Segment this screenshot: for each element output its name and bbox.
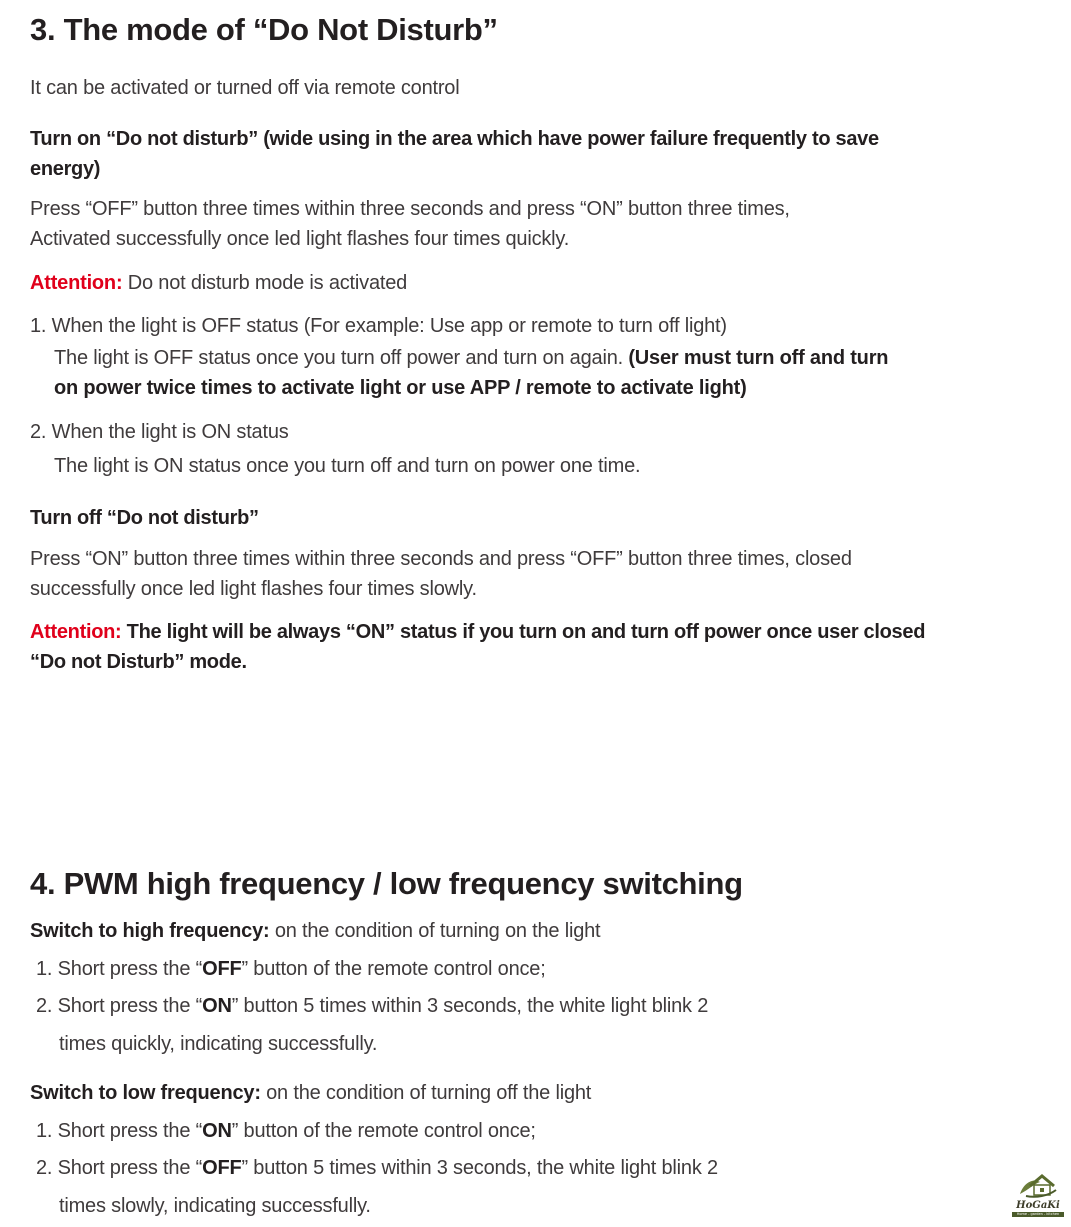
step-text: ” button 5 times within 3 seconds, the white light blink 2 <box>241 1157 718 1179</box>
button-key: ON <box>202 1120 232 1142</box>
turn-off-heading: Turn off “Do not disturb” <box>30 507 259 529</box>
button-key: ON <box>202 995 232 1017</box>
high-frequency-condition: on the condition of turning on the light <box>269 920 601 942</box>
section-3-intro: It can be activated or turned off via remote control <box>30 77 460 99</box>
button-key: OFF <box>202 958 242 980</box>
turn-off-attention-line2: “Do not Disturb” mode. <box>30 651 247 673</box>
status-item-1-line2 <box>54 347 888 370</box>
turn-on-heading-line2: energy) <box>30 158 101 180</box>
logo-tagline: Home - garden - kitchen <box>1016 1212 1060 1216</box>
turn-on-instruction-line2: Activated successfully once led light flashes four times quickly. <box>30 228 570 250</box>
status-item-2-line2: The light is ON status once you turn off and turn on power one time. <box>54 455 641 477</box>
status-item-1-bold: (User must turn off and turn <box>628 347 889 369</box>
turn-on-instruction-line1: Press “OFF” button three times within three seconds and press “ON” button three times, <box>30 198 790 220</box>
turn-off-instruction-line2: successfully once led light flashes four times slowly. <box>30 578 477 600</box>
step-text: 1. Short press the “ <box>36 1120 203 1142</box>
low-step-2-cont: times slowly, indicating successfully. <box>59 1195 371 1217</box>
high-frequency-label: Switch to high frequency: <box>30 920 270 942</box>
turn-off-instruction-line1: Press “ON” button three times within three seconds and press “OFF” button three times, closed <box>30 548 852 570</box>
step-text: ” button 5 times within 3 seconds, the white light blink 2 <box>231 995 709 1017</box>
low-step-1 <box>36 1120 536 1143</box>
house-leaf-icon <box>1010 1168 1066 1200</box>
button-key: OFF <box>202 1157 242 1179</box>
section-3-title: 3. The mode of “Do Not Disturb” <box>30 12 498 47</box>
turn-on-heading-line1: Turn on “Do not disturb” (wide using in the area which have power failure frequently to save <box>30 128 879 150</box>
step-text: 1. Short press the “ <box>36 958 203 980</box>
high-frequency-line <box>30 920 600 943</box>
step-text: 2. Short press the “ <box>36 995 203 1017</box>
status-item-1-line3: on power twice times to activate light or use APP / remote to activate light) <box>54 377 747 399</box>
high-step-2-cont: times quickly, indicating successfully. <box>59 1033 378 1055</box>
step-text: ” button of the remote control once; <box>231 1120 536 1142</box>
attention-label: Attention: <box>30 621 122 643</box>
low-frequency-line <box>30 1082 591 1105</box>
status-item-1-line1: 1. When the light is OFF status (For example: Use app or remote to turn off light) <box>30 315 727 337</box>
step-text: ” button of the remote control once; <box>241 958 546 980</box>
attention-label: Attention: <box>30 272 123 294</box>
step-text: 2. Short press the “ <box>36 1157 203 1179</box>
attention-text: Do not disturb mode is activated <box>122 272 408 294</box>
logo-tagline-bar <box>1012 1212 1064 1217</box>
logo-name: HoGaKi <box>1016 1200 1060 1211</box>
high-step-2 <box>36 995 708 1018</box>
low-frequency-label: Switch to low frequency: <box>30 1082 261 1104</box>
status-item-2-line1: 2. When the light is ON status <box>30 421 289 443</box>
status-item-1-plain: The light is OFF status once you turn off power and turn on again. <box>54 347 629 369</box>
section-4-title: 4. PWM high frequency / low frequency switching <box>30 866 743 901</box>
attention-text: The light will be always “ON” status if you turn on and turn off power once user closed <box>121 621 926 643</box>
hogaki-logo <box>1010 1168 1066 1220</box>
low-frequency-condition: on the condition of turning off the light <box>260 1082 592 1104</box>
turn-off-attention-line1 <box>30 621 925 644</box>
low-step-2 <box>36 1157 718 1180</box>
high-step-1 <box>36 958 546 981</box>
turn-on-attention <box>30 272 407 295</box>
